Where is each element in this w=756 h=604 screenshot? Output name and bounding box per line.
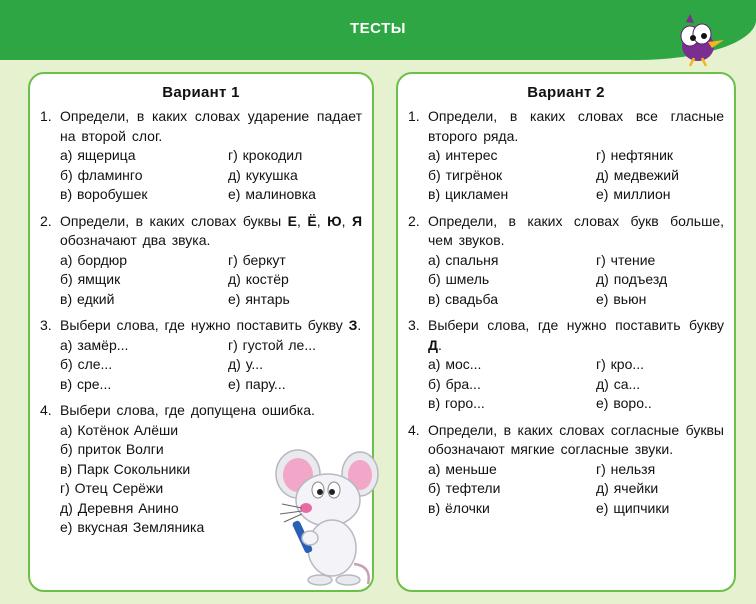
answer-option: в) цикламен [428, 186, 509, 202]
question-text-part: . [357, 317, 362, 333]
question-text: Определи, в каких словах ударение падает на второй слог. [60, 108, 362, 144]
answer-option: б) тигрёнок [428, 166, 503, 183]
page-title: ТЕСТЫ [350, 20, 406, 37]
v1-question-3 [30, 316, 372, 394]
question-number: 1. [408, 108, 420, 124]
separator: , [297, 212, 308, 229]
answer-option: д) медвежий [596, 166, 679, 183]
answer-option: е) янтарь [228, 290, 290, 307]
answer-option: д) у... [228, 356, 263, 372]
answer-option: г) нельзя [596, 460, 656, 477]
answer-option: г) нефтяник [596, 147, 674, 163]
answer-option: б) ямщик [60, 271, 121, 287]
v2-question-2 [398, 212, 734, 310]
v1-question-1 [30, 107, 372, 205]
answer-option: в) сре... [60, 375, 112, 392]
question-text: Определи, в каких словах согласные буквы обозначают мягкие согласные звуки. [428, 421, 724, 457]
header-bar [0, 0, 756, 60]
answer-option: е) малиновка [228, 186, 316, 202]
answer-option: г) чтение [596, 251, 656, 268]
answer-option: д) ячейки [596, 480, 659, 496]
answer-option: в) воробушек [60, 186, 148, 202]
answer-option: е) вьюн [596, 290, 647, 307]
answer-option: е) пару... [228, 375, 286, 392]
answer-option: б) шмель [428, 271, 490, 287]
v2-question-1 [398, 107, 734, 205]
answer-option: г) густой ле... [228, 336, 316, 353]
question-text: Выбери слова, где допущена ошибка. [60, 402, 315, 418]
question-number: 4. [408, 421, 420, 438]
highlight-letter: Ю [327, 212, 342, 229]
question-number: 3. [40, 317, 52, 333]
variant-2-panel [396, 72, 736, 592]
answer-option: а) мос... [428, 356, 482, 372]
answer-option: в) едкий [60, 290, 115, 307]
answer-option: б) фламинго [60, 166, 143, 183]
question-text-part: Определи, в каких словах буквы [60, 212, 288, 229]
question-text-part: Выбери слова, где нужно поставить букву [428, 317, 724, 333]
answer-option: е) воро.. [596, 395, 652, 411]
answer-option: д) кукушка [228, 166, 298, 183]
answer-option: в) Парк Сокольники [60, 460, 191, 477]
v2-question-3 [398, 316, 734, 414]
v1-question-2 [30, 212, 372, 310]
highlight-letter: Я [351, 212, 362, 229]
answer-option: в) ёлочки [428, 499, 490, 516]
answer-option: д) Деревня Анино [60, 499, 179, 516]
separator: , [341, 212, 352, 229]
question-number: 3. [408, 317, 420, 333]
answer-option: д) са... [596, 375, 641, 392]
question-text [428, 316, 724, 355]
answer-option: д) подъезд [596, 271, 668, 287]
answer-option: а) бордюр [60, 251, 128, 268]
answer-option: а) замёр... [60, 336, 129, 353]
question-text: Определи, в каких словах букв больше, чем звуков. [428, 212, 724, 248]
answer-option: в) свадьба [428, 290, 499, 307]
answer-option: в) горо... [428, 395, 485, 411]
question-text-part: . [437, 336, 442, 353]
answer-option: д) костёр [228, 271, 289, 287]
highlight-letter: З [348, 317, 358, 333]
answer-option: е) вкусная Земляника [60, 519, 205, 535]
question-text [60, 316, 362, 336]
answer-option: г) Отец Серёжи [60, 480, 164, 496]
answer-option: е) щипчики [596, 499, 670, 516]
highlight-letter: Е [287, 212, 297, 229]
highlight-letter: Д [428, 336, 438, 353]
answer-option: а) спальня [428, 251, 499, 268]
answer-option: б) тефтели [428, 480, 501, 496]
highlight-letter: Ё [307, 212, 317, 229]
question-number: 2. [40, 212, 52, 229]
question-text-part: обозначают два звука. [60, 232, 211, 248]
answer-option: б) сле... [60, 356, 113, 372]
answer-option: г) беркут [228, 251, 286, 268]
answer-option: г) кро... [596, 356, 645, 372]
answer-option: б) бра... [428, 375, 481, 392]
question-text: Определи, в каких словах все гласные второго ряда. [428, 108, 724, 144]
answer-option: а) интерес [428, 147, 498, 163]
variant-1-title: Вариант 1 [162, 84, 240, 101]
answer-option: г) крокодил [228, 147, 303, 163]
question-text [60, 212, 362, 251]
answer-option: а) Котёнок Алёши [60, 421, 179, 438]
v2-question-4 [398, 421, 734, 519]
answer-option: а) ящерица [60, 147, 136, 163]
answer-option: б) приток Волги [60, 441, 164, 457]
variant-2-title: Вариант 2 [527, 84, 605, 101]
question-number: 2. [408, 212, 420, 229]
bird-mascot-icon [668, 10, 732, 68]
question-number: 1. [40, 108, 52, 124]
variant-1-panel [28, 72, 374, 592]
separator: , [316, 212, 328, 229]
answer-option: е) миллион [596, 186, 671, 202]
question-text-part: Выбери слова, где нужно поставить букву [60, 317, 349, 333]
mouse-mascot-icon [268, 446, 380, 588]
question-number: 4. [40, 402, 52, 418]
answer-option: а) меньше [428, 460, 497, 477]
